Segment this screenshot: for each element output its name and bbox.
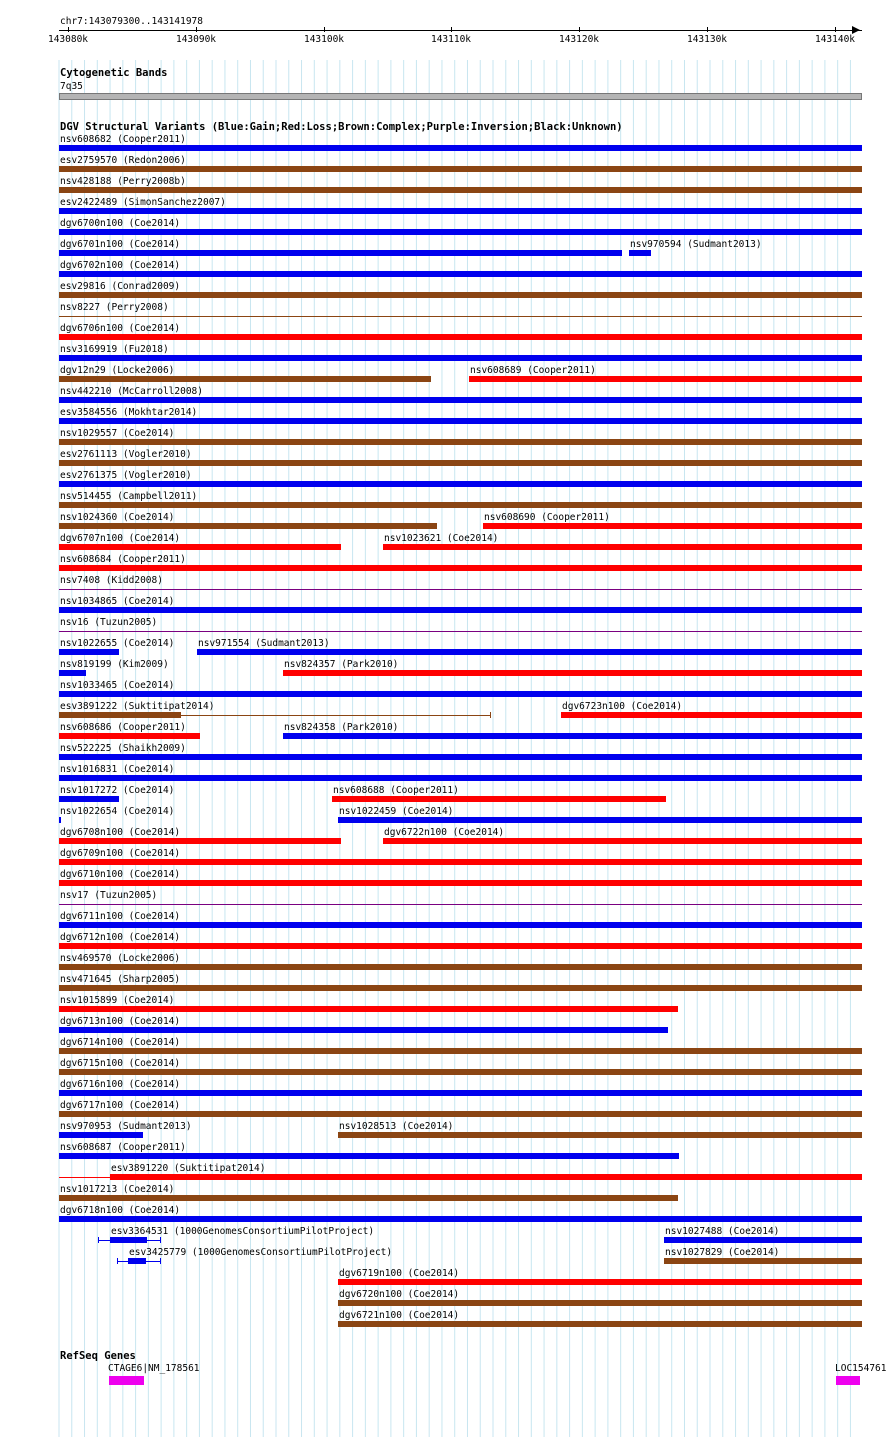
variant-label: dgv6712n100 (Coe2014) [60, 932, 181, 943]
variant-label: nsv1015899 (Coe2014) [60, 995, 175, 1006]
variant-bar[interactable] [197, 649, 862, 655]
variant-bar[interactable] [59, 376, 431, 382]
variant-bar[interactable] [59, 712, 180, 718]
gene-label: LOC154761 [835, 1363, 887, 1374]
variant-label: dgv6719n100 (Coe2014) [339, 1268, 460, 1279]
variant-bar[interactable] [59, 1216, 862, 1222]
variant-bar[interactable] [59, 838, 341, 844]
variant-label: nsv1027829 (Coe2014) [665, 1247, 780, 1258]
variant-bar[interactable] [59, 943, 862, 949]
variant-bar[interactable] [483, 523, 862, 529]
variant-label: nsv1027488 (Coe2014) [665, 1226, 780, 1237]
variant-label: nsv1016831 (Coe2014) [60, 764, 175, 775]
variant-bar[interactable] [59, 229, 862, 235]
variant-bar[interactable] [59, 1069, 862, 1075]
variant-label: nsv522225 (Shaikh2009) [60, 743, 186, 754]
refseq-track-title: RefSeq Genes [60, 1350, 136, 1362]
variant-bar[interactable] [59, 523, 437, 529]
variant-label: dgv6723n100 (Coe2014) [562, 701, 683, 712]
ruler-tick-label: 143080k [47, 34, 89, 45]
variant-label: dgv6706n100 (Coe2014) [60, 323, 181, 334]
variant-label: dgv6700n100 (Coe2014) [60, 218, 181, 229]
cytoband-title: Cytogenetic Bands [60, 67, 168, 79]
variant-bar[interactable] [383, 544, 862, 550]
variant-label: esv3891222 (Suktitipat2014) [60, 701, 215, 712]
variant-bar[interactable] [469, 376, 862, 382]
variant-label: dgv6717n100 (Coe2014) [60, 1100, 181, 1111]
variant-bar[interactable] [59, 1027, 668, 1033]
variant-bar[interactable] [59, 1111, 862, 1117]
variant-label: nsv608686 (Cooper2011) [60, 722, 186, 733]
variant-bar[interactable] [59, 670, 86, 676]
ruler-tick [451, 27, 452, 32]
variant-bar[interactable] [59, 208, 862, 214]
variant-label: dgv6713n100 (Coe2014) [60, 1016, 181, 1027]
ruler-tick [68, 27, 69, 32]
variant-bar[interactable] [59, 775, 862, 781]
variant-bar[interactable] [59, 316, 862, 317]
dgv-track-title: DGV Structural Variants (Blue:Gain;Red:Loss;Brown:Complex;Purple:Inversion;Black:Unknown) [60, 121, 623, 133]
variant-label: dgv6722n100 (Coe2014) [384, 827, 505, 838]
variant-label: nsv1022654 (Coe2014) [60, 806, 175, 817]
variant-bar[interactable] [110, 1174, 862, 1180]
variant-label: esv29816 (Conrad2009) [60, 281, 181, 292]
variant-bar[interactable] [629, 250, 651, 256]
variant-label: esv2761375 (Vogler2010) [60, 470, 192, 481]
variant-end-tick [180, 712, 181, 718]
variant-bar[interactable] [338, 1132, 862, 1138]
ruler-tick [579, 27, 580, 32]
variant-bar[interactable] [59, 754, 862, 760]
variant-label: nsv608682 (Cooper2011) [60, 134, 186, 145]
ruler-tick-label: 143090k [175, 34, 217, 45]
gene-bar[interactable] [109, 1376, 144, 1385]
cytoband-bar[interactable] [59, 93, 862, 100]
variant-bar[interactable] [383, 838, 862, 844]
variant-label: dgv6720n100 (Coe2014) [339, 1289, 460, 1300]
variant-bar[interactable] [59, 565, 862, 571]
variant-bar[interactable] [59, 1090, 862, 1096]
variant-label: dgv6710n100 (Coe2014) [60, 869, 181, 880]
variant-label: nsv608690 (Cooper2011) [484, 512, 610, 523]
variant-label: dgv6702n100 (Coe2014) [60, 260, 181, 271]
variant-label: dgv6707n100 (Coe2014) [60, 533, 181, 544]
variant-label: nsv469570 (Locke2006) [60, 953, 181, 964]
variant-bar[interactable] [59, 145, 862, 151]
variant-label: esv2761113 (Vogler2010) [60, 449, 192, 460]
variant-label: nsv1029557 (Coe2014) [60, 428, 175, 439]
variant-bar[interactable] [338, 1300, 862, 1306]
variant-bar[interactable] [59, 1048, 862, 1054]
variant-label: dgv6714n100 (Coe2014) [60, 1037, 181, 1048]
variant-label: nsv824358 (Park2010) [284, 722, 399, 733]
variant-bar[interactable] [59, 544, 341, 550]
variant-bar[interactable] [59, 964, 862, 970]
ruler-tick [835, 27, 836, 32]
variant-label: nsv8227 (Perry2008) [60, 302, 169, 313]
variant-label: nsv824357 (Park2010) [284, 659, 399, 670]
variant-label: esv2422489 (SimonSanchez2007) [60, 197, 226, 208]
variant-label: nsv970953 (Sudmant2013) [60, 1121, 192, 1132]
variant-label: nsv1023621 (Coe2014) [384, 533, 499, 544]
variant-label: esv2759570 (Redon2006) [60, 155, 186, 166]
variant-label: nsv1017213 (Coe2014) [60, 1184, 175, 1195]
variant-bar[interactable] [59, 985, 862, 991]
variant-end-tick [490, 712, 491, 718]
ruler-tick-label: 143140k [814, 34, 856, 45]
variant-label: dgv6721n100 (Coe2014) [339, 1310, 460, 1321]
variant-bar[interactable] [59, 481, 862, 487]
variant-bar[interactable] [59, 631, 862, 632]
variant-label: nsv608687 (Cooper2011) [60, 1142, 186, 1153]
variant-label: nsv1022459 (Coe2014) [339, 806, 454, 817]
variant-label: dgv6708n100 (Coe2014) [60, 827, 181, 838]
ruler-tick [324, 27, 325, 32]
variant-bar[interactable] [59, 271, 862, 277]
variant-end-tick [160, 1258, 161, 1264]
variant-label: esv3364531 (1000GenomesConsortiumPilotProject) [111, 1226, 375, 1237]
variant-label: nsv819199 (Kim2009) [60, 659, 169, 670]
variant-label: esv3584556 (Mokhtar2014) [60, 407, 198, 418]
variant-label: nsv1022655 (Coe2014) [60, 638, 175, 649]
variant-label: nsv428188 (Perry2008b) [60, 176, 186, 187]
variant-bar[interactable] [338, 1321, 862, 1327]
variant-bar[interactable] [59, 1195, 678, 1201]
variant-bar[interactable] [338, 817, 862, 823]
variant-label: nsv442210 (McCarroll2008) [60, 386, 203, 397]
variant-label: nsv608689 (Cooper2011) [470, 365, 596, 376]
variant-label: nsv7408 (Kidd2008) [60, 575, 163, 586]
variant-label: nsv3169919 (Fu2018) [60, 344, 169, 355]
ruler-tick-label: 143130k [686, 34, 728, 45]
variant-bar[interactable] [110, 1237, 147, 1243]
variant-bar[interactable] [283, 733, 862, 739]
variant-bar[interactable] [59, 733, 200, 739]
variant-bar[interactable] [59, 817, 61, 823]
variant-bar[interactable] [332, 796, 666, 802]
variant-label: nsv970594 (Sudmant2013) [630, 239, 762, 250]
variant-label: nsv16 (Tuzun2005) [60, 617, 158, 628]
variant-label: nsv1028513 (Coe2014) [339, 1121, 454, 1132]
variant-bar[interactable] [59, 250, 622, 256]
variant-bar[interactable] [283, 670, 862, 676]
variant-bar[interactable] [561, 712, 862, 718]
variant-bar[interactable] [59, 607, 862, 613]
variant-label: dgv6709n100 (Coe2014) [60, 848, 181, 859]
ruler-tick-label: 143100k [303, 34, 345, 45]
variant-label: dgv6716n100 (Coe2014) [60, 1079, 181, 1090]
variant-bar[interactable] [59, 460, 862, 466]
ruler-arrow-icon [852, 26, 860, 34]
variant-bar[interactable] [59, 880, 862, 886]
variant-bar[interactable] [59, 397, 862, 403]
region-label: chr7:143079300..143141978 [60, 16, 203, 27]
variant-bar[interactable] [128, 1258, 146, 1264]
variant-bar[interactable] [59, 166, 862, 172]
variant-bar[interactable] [59, 589, 862, 590]
variant-end-tick [98, 1237, 99, 1243]
variant-bar[interactable] [59, 859, 862, 865]
variant-extent-line [180, 715, 490, 716]
gene-label: CTAGE6|NM_178561 [108, 1363, 200, 1374]
variant-bar[interactable] [59, 439, 862, 445]
variant-bar[interactable] [338, 1279, 862, 1285]
gene-bar[interactable] [836, 1376, 860, 1385]
variant-label: nsv1033465 (Coe2014) [60, 680, 175, 691]
variant-bar[interactable] [59, 1132, 143, 1138]
variant-label: nsv608688 (Cooper2011) [333, 785, 459, 796]
variant-label: dgv12n29 (Locke2006) [60, 365, 175, 376]
variant-bar[interactable] [59, 502, 862, 508]
variant-bar[interactable] [664, 1237, 862, 1243]
cytoband-label: 7q35 [60, 81, 83, 92]
variant-label: nsv471645 (Sharp2005) [60, 974, 181, 985]
variant-bar[interactable] [59, 904, 862, 905]
variant-bar[interactable] [59, 1153, 679, 1159]
variant-bar[interactable] [59, 922, 862, 928]
variant-label: dgv6718n100 (Coe2014) [60, 1205, 181, 1216]
variant-label: nsv1034865 (Coe2014) [60, 596, 175, 607]
variant-label: nsv1017272 (Coe2014) [60, 785, 175, 796]
variant-bar[interactable] [59, 334, 862, 340]
ruler-tick-label: 143110k [430, 34, 472, 45]
variant-bar[interactable] [664, 1258, 862, 1264]
variant-bar[interactable] [59, 796, 119, 802]
variant-label: dgv6711n100 (Coe2014) [60, 911, 181, 922]
variant-bar[interactable] [59, 187, 862, 193]
variant-label: nsv1024360 (Coe2014) [60, 512, 175, 523]
variant-extent-line [59, 1177, 110, 1178]
variant-bar[interactable] [59, 418, 862, 424]
variant-label: esv3425779 (1000GenomesConsortiumPilotProject) [129, 1247, 393, 1258]
variant-bar[interactable] [59, 355, 862, 361]
ruler-tick [196, 27, 197, 32]
variant-label: nsv971554 (Sudmant2013) [198, 638, 330, 649]
variant-label: nsv514455 (Campbell2011) [60, 491, 198, 502]
variant-label: dgv6715n100 (Coe2014) [60, 1058, 181, 1069]
variant-label: nsv17 (Tuzun2005) [60, 890, 158, 901]
variant-label: esv3891220 (Suktitipat2014) [111, 1163, 266, 1174]
variant-bar[interactable] [59, 649, 119, 655]
variant-bar[interactable] [59, 691, 862, 697]
variant-end-tick [117, 1258, 118, 1264]
variant-bar[interactable] [59, 292, 862, 298]
ruler-tick [707, 27, 708, 32]
ruler-axis [59, 30, 862, 31]
ruler-tick-label: 143120k [558, 34, 600, 45]
variant-label: dgv6701n100 (Coe2014) [60, 239, 181, 250]
variant-end-tick [160, 1237, 161, 1243]
variant-label: nsv608684 (Cooper2011) [60, 554, 186, 565]
variant-bar[interactable] [59, 1006, 678, 1012]
